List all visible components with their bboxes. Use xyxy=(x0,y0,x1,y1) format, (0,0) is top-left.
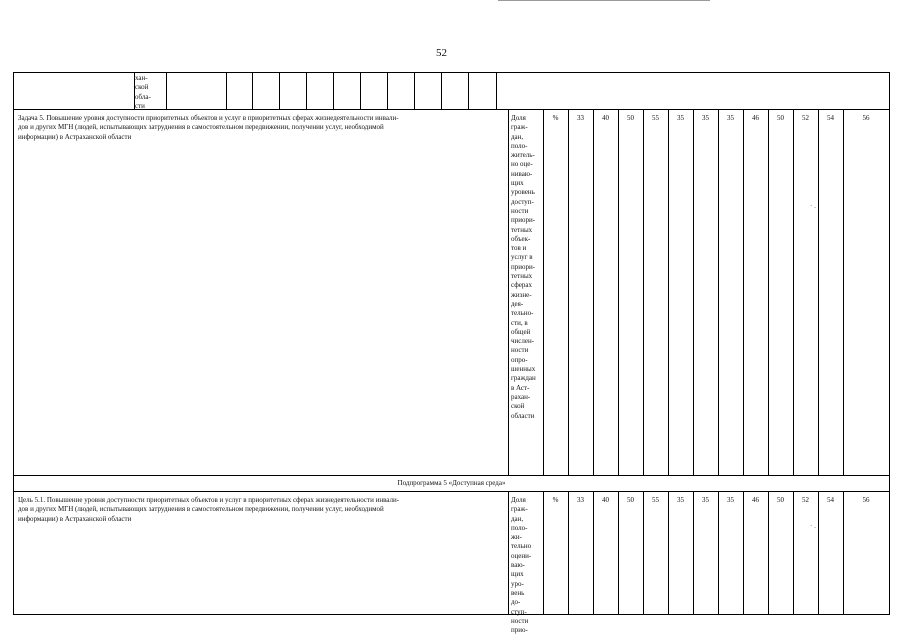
value-cell: 54 xyxy=(827,114,834,122)
value-cell: 50 xyxy=(627,114,634,122)
value-cell: 35 xyxy=(727,114,734,122)
region-name-fragment: хан- ской обла- сти xyxy=(135,74,151,110)
indicator-name: Доля граж- дан, поло- жи- тельно оцени- ваю- щих уро- вень до- ступ- ности прио- xyxy=(511,496,532,635)
value-cell: 50 xyxy=(627,496,634,504)
value-cell: 35 xyxy=(677,496,684,504)
value-cell: 46 xyxy=(752,496,759,504)
unit-cell: % xyxy=(552,114,559,122)
value-cell: 40 xyxy=(602,114,609,122)
value-cell: 35 xyxy=(702,496,709,504)
table-row-goal-5-1 xyxy=(13,492,890,635)
scan-edge-mark xyxy=(498,0,710,1)
task-line: Задача 5. Повышение уровня доступности приоритетных объектов и услуг в приоритетных сферах жизнедеятельности инвали- xyxy=(18,114,399,122)
scan-speck: · . xyxy=(810,202,816,210)
value-cell: 55 xyxy=(652,496,659,504)
goal-description xyxy=(18,496,399,524)
value-cell: 52 xyxy=(802,496,809,504)
value-cell: 50 xyxy=(777,114,784,122)
unit-cell: % xyxy=(552,496,559,504)
task-line: дов и других МГН (людей, испытывающих затруднения в самостоятельном передвижении, получении услуг, необходимой xyxy=(18,123,384,132)
value-cell: 46 xyxy=(752,114,759,122)
task-line: информации) в Астраханской области xyxy=(18,132,132,141)
value-cell: 35 xyxy=(727,496,734,504)
value-cell: 33 xyxy=(577,496,584,504)
value-cell: 50 xyxy=(777,496,784,504)
value-cell: 33 xyxy=(577,114,584,122)
goal-line: дов и других МГН (людей, испытывающих затруднения в самостоятельном передвижении, получении услуг, необходимой xyxy=(18,505,384,514)
value-cell: 52 xyxy=(802,114,809,122)
value-cell: 35 xyxy=(677,114,684,122)
value-cell: 54 xyxy=(827,496,834,504)
goal-line: Цель 5.1. Повышение уровня доступности приоритетных объектов и услуг в приоритетных сферах жизнедеятельности инвали- xyxy=(18,496,400,504)
table-row-subprogram xyxy=(13,476,890,492)
task-description xyxy=(18,114,399,142)
indicator-name: Доля граж- дан, поло- житель- но оце- ниваю- щих уровень доступ- ности приори- тетных объек- тов и услуг в приори- тетных сферах жизне- дея- тельно- сти, в общей числен- ности опро- шенных граждан в Аст- рахан- ской области xyxy=(511,114,536,420)
value-cell: 55 xyxy=(652,114,659,122)
page-number: 52 xyxy=(436,47,447,59)
value-cell: 56 xyxy=(862,496,870,504)
goal-line: информации) в Астраханской области xyxy=(18,514,132,523)
value-cell: 40 xyxy=(602,496,609,504)
subprogram-title: Подпрограмма 5 «Доступная среда» xyxy=(397,479,506,487)
value-cell: 56 xyxy=(862,114,870,122)
indicators-table xyxy=(13,72,890,635)
table-row-continuation xyxy=(13,72,890,110)
table-row-task-5 xyxy=(13,110,890,476)
scan-speck: · . xyxy=(810,522,816,530)
value-cell: 35 xyxy=(702,114,709,122)
